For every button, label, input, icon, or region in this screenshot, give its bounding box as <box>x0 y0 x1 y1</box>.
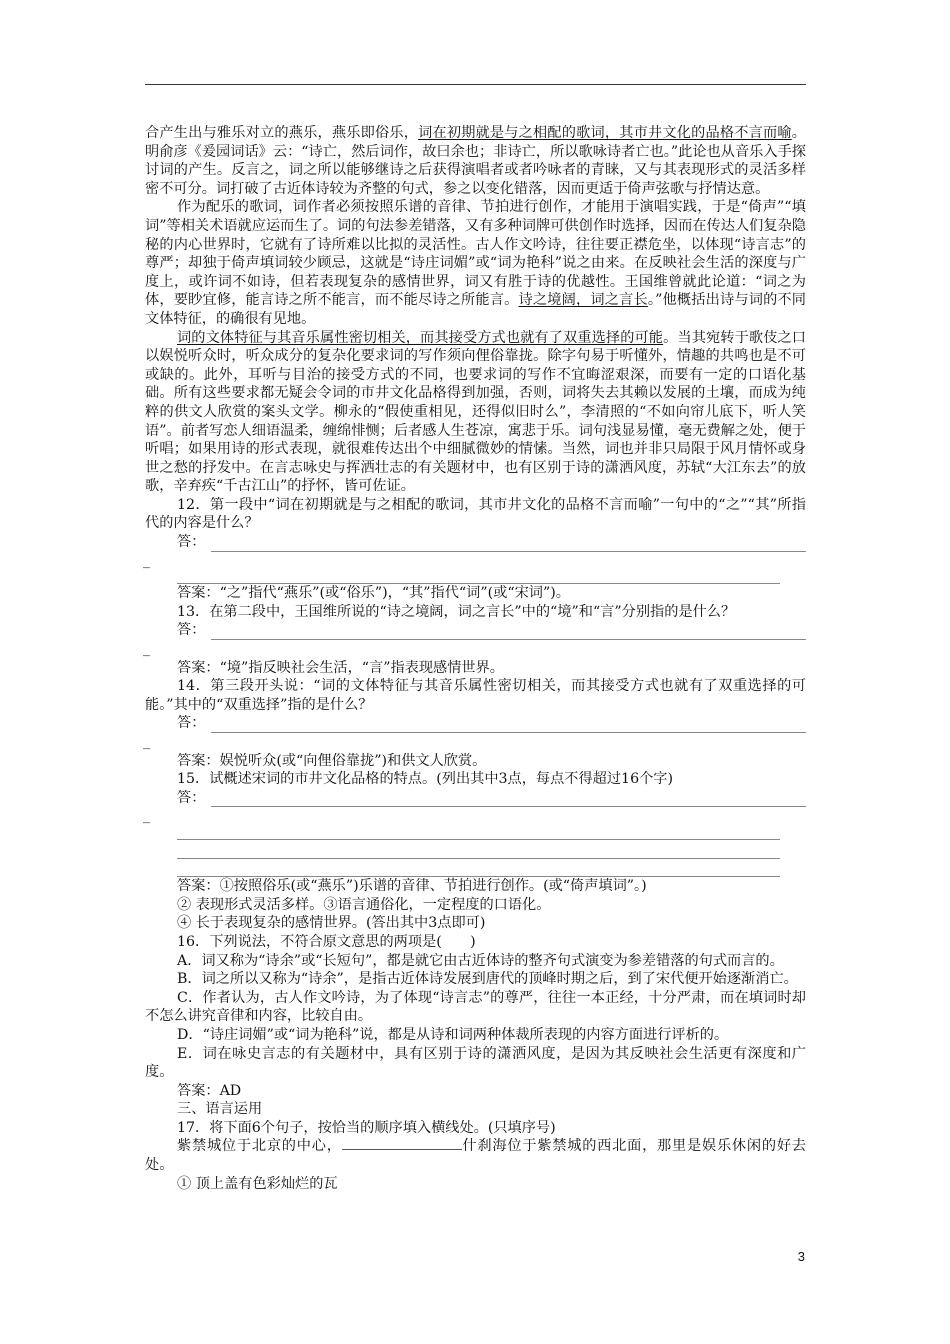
answer-blank[interactable] <box>211 721 806 733</box>
answer-15-line-1: 答案：①按照俗乐(或“燕乐”)乐谱的音律、节拍进行创作。(或“倚声填词”。) <box>177 878 647 895</box>
underlined-sentence: 词的文体特征与其音乐属性密切相关，而其接受方式也就有了双重选择的可能 <box>177 329 664 346</box>
answer-line[interactable] <box>145 533 806 552</box>
answer-dash: _ <box>143 552 151 569</box>
answer-dash: _ <box>143 641 151 658</box>
answer-16: 答案：AD <box>177 1082 242 1099</box>
header-rule <box>145 84 806 85</box>
answer-15-line-2: ② 表现形式灵活多样。③语言通俗化，一定程度的口语化。 <box>177 896 551 913</box>
answer-dash: _ <box>143 734 151 750</box>
answer-label: 答： <box>177 789 206 806</box>
passage-paragraph-1 <box>145 124 806 198</box>
option-a: A．词又称为“诗余”或“长短句”，都是就它由古近体诗的整齐句式演变为参差错落的句式而言的。 <box>177 952 784 969</box>
question-17: 17．将下面6个句子，按恰当的顺序填入横线处。(只填序号) <box>177 1119 556 1136</box>
question-14: 14．第三段开头说：“词的文体特征与其音乐属性密切相关，而其接受方式也就有了双重选择的可能。”其中的“双重选择”指的是什么？ <box>145 678 806 713</box>
sentence-text: 什刹海位于紫禁城的西北面，那里是娱乐休闲的好去处。 <box>145 1138 806 1174</box>
option-c: C．作者认为，古人作文吟诗，为了体现“诗言志”的尊严，往往一本正经，十分严肃，而在填词时却不怎么讲究音律和内容，比较自由。 <box>145 989 806 1025</box>
document-body <box>145 124 806 1193</box>
answer-blank-line[interactable] <box>177 859 780 878</box>
answer-line[interactable] <box>145 789 806 808</box>
answer-label: 答： <box>177 534 206 551</box>
answer-blank-line[interactable] <box>177 840 780 859</box>
answer-blank[interactable] <box>211 628 806 640</box>
option-e: E．词在咏史言志的有关题材中，具有区别于诗的潇洒风度，是因为其反映社会生活更有深度和广度。 <box>145 1045 806 1081</box>
option-b: B．词之所以又称为“诗余”，是指古近体诗发展到唐代的顶峰时期之后，到了宋代便开始逐渐消亡。 <box>177 971 798 988</box>
answer-line[interactable] <box>145 714 806 733</box>
answer-blank-line[interactable] <box>177 570 780 584</box>
passage-text: 合产生出与雅乐对立的燕乐，燕乐即俗乐， <box>145 125 419 141</box>
page-number: 3 <box>797 1249 805 1264</box>
question-15: 15．试概述宋词的市井文化品格的特点。(列出其中3点，每点不得超过16个字) <box>177 771 674 788</box>
answer-15-line-3: ④ 长于表现复杂的感情世界。(答出其中3点即可) <box>177 915 486 932</box>
question-16: 16．下列说法，不符合原文意思的两项是( ) <box>177 933 476 950</box>
answer-12: 答案：“之”指代“燕乐”(或“俗乐”)，“其”指代“词”(或“宋词”)。 <box>177 585 570 602</box>
section-heading: 三、语言运用 <box>177 1101 263 1118</box>
passage-paragraph-2 <box>145 198 806 328</box>
answer-line[interactable] <box>145 621 806 640</box>
sentence-text: 紫禁城位于北京的中心， <box>177 1138 342 1155</box>
passage-paragraph-3 <box>145 329 806 496</box>
answer-14: 答案：娱悦听众(或“向俚俗靠拢”)和供文人欣赏。 <box>177 752 487 769</box>
passage-text: 。当其宛转于歌伎之口以娱悦听众时，听众成分的复杂化要求词的写作须向俚俗靠拢。除字句易于听懂外，情趣的共鸣也是不可或缺的。此外，耳听与目治的接受方式的不同，也要求词的写作不宜晦涩艰深，而要有一定的口语化基础。所有这些要求都无疑会令词的市井文化品格得到加强，否则，词将失去其赖以发展的土壤，而成为纯粹的供文人欣赏的案头文学。柳永的“假使重相见，还得似旧时么”，李清照的“不如向帘儿底下，听人笑语”。前者写恋人细语温柔，缠绵悱恻；后者感人生苍凉，寓悲于乐。词句浅显易懂，毫无费解之处，便于听唱；如果用诗的形式表现，就很难传达出个中细腻微妙的情愫。当然，词也并非只局限于风月情怀或身世之愁的抒发中。在言志咏史与挥洒壮志的有关题材中，也有区别于诗的潇洒风度，苏轼“大江东去”的放歌，辛弃疾“千古江山”的抒怀，皆可佐证。 <box>145 329 806 495</box>
answer-blank-line[interactable] <box>177 826 780 840</box>
question-13: 13．在第二段中，王国维所说的“诗之境阔，词之言长”中的“境”和“言”分别指的是什么？ <box>177 603 736 620</box>
option-d: D．“诗庄词媚”或“词为艳科”说，都是从诗和词两种体裁所表现的内容方面进行评析的。 <box>177 1026 729 1043</box>
underlined-sentence: 词在初期就是与之相配的歌词，其市井文化的品 <box>418 125 720 141</box>
answer-blank[interactable] <box>211 795 806 807</box>
fill-in-blank[interactable] <box>342 1137 462 1150</box>
answer-label: 答： <box>177 622 206 639</box>
answer-label: 答： <box>177 715 206 732</box>
q17-item-1: ① 顶上盖有色彩灿烂的瓦 <box>177 1175 338 1192</box>
answer-dash: _ <box>143 808 151 825</box>
question-12: 12．第一段中“词在初期就是与之相配的歌词，其市井文化的品格不言而喻”一句中的“之”“其”所指代的内容是什么？ <box>145 496 806 532</box>
underlined-sentence: 格不言而喻 <box>719 125 792 141</box>
underlined-sentence: 诗之境阔，词之言长 <box>518 292 648 309</box>
passage-text: 。”他概括出诗与词的不同文体特征，的确很有见地。 <box>145 292 806 327</box>
answer-blank[interactable] <box>211 540 806 552</box>
answer-13: 答案：“境”指反映社会生活，“言”指表现感情世界。 <box>177 659 504 676</box>
passage-text: 。明俞彦《爰园词话》云：“诗亡，然后词作，故曰余也；非诗亡，所以歌咏诗者亡也。”此论也从音乐入手探讨词的产生。反言之，词之所以能够继诗之后获得演唱者或者吟咏者的青睐，又与其表现形式的灵活多样密不可分。词打破了古近体诗较为齐整的句式，参之以变化错落，因而更适于倚声弦歌与抒情达意。 <box>145 125 806 197</box>
question-17-sentence <box>145 1137 806 1174</box>
passage-text: 作为配乐的歌词，词作者必须按照乐谱的音律、节拍进行创作，才能用于演唱实践，于是“倚声”“填词”等相关术语就应运而生了。词的句法参差错落，又有多种词牌可供创作时选择，因而在传达人们复杂隐秘的内心世界时，它就有了诗所难以比拟的灵活性。古人作文吟诗，往往要正襟危坐，以体现“诗言志”的尊严；却独于倚声填词较少顾忌，这就是“诗庄词媚”或“词为艳科”说之由来。在反映社会生活的深度与广度上，或许词不如诗，但若表现复杂的感情世界，词又有胜于诗的优越性。王国维曾就此论道：“词之为体，要眇宜修，能言诗之所不能言，而不能尽诗之所能言。 <box>145 199 806 309</box>
